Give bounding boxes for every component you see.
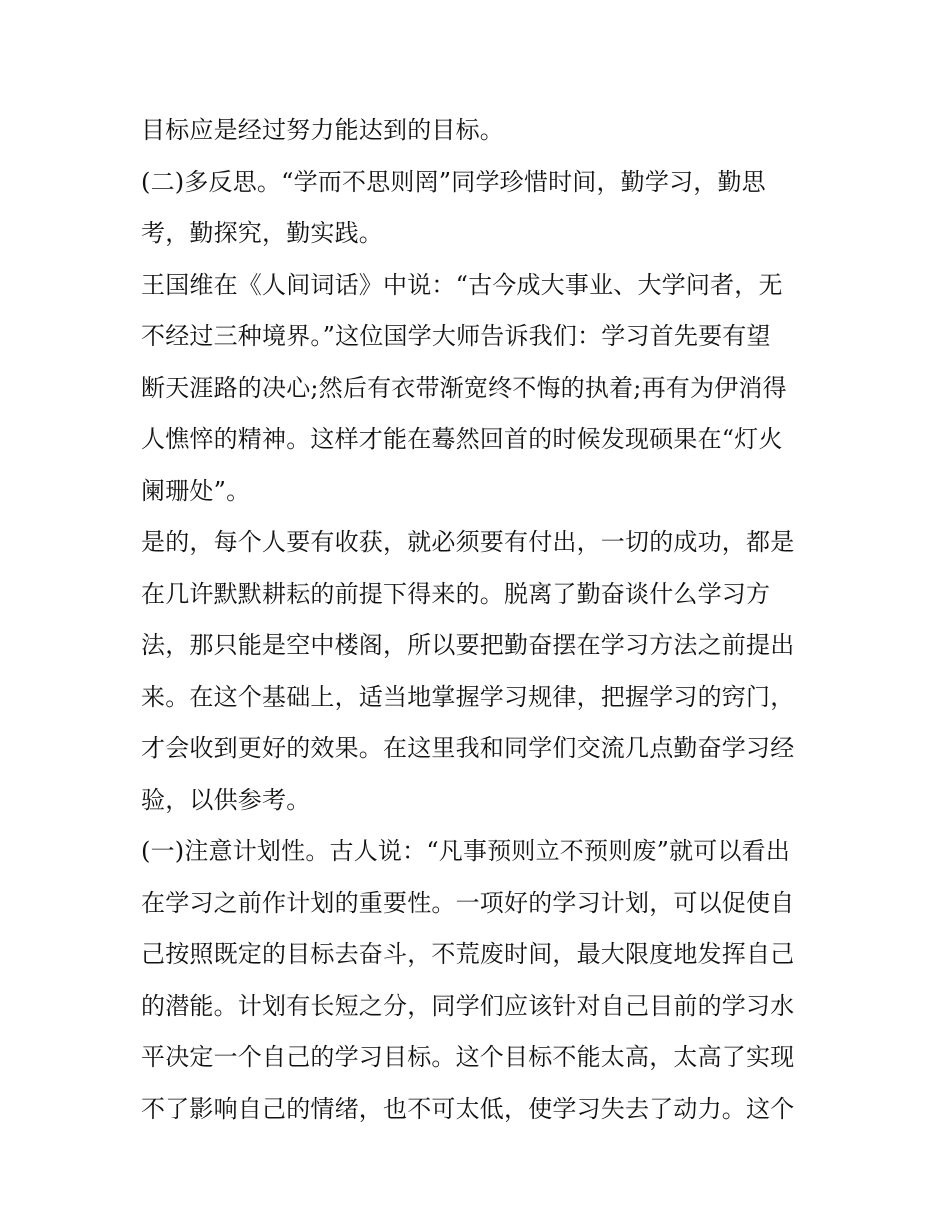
text-line: 断天涯路的决心;然后有衣带渐宽终不悔的执着;再有为伊消得 xyxy=(141,373,787,402)
text-line: 平决定一个自己的学习目标。这个目标不能太高，太高了实现 xyxy=(141,1043,795,1071)
text-line: 目标应是经过努力能达到的目标。 xyxy=(141,116,504,144)
text-line: 才会收到更好的效果。在这里我和同学们交流几点勤奋学习经 xyxy=(141,734,795,762)
text-line: 法，那只能是空中楼阁，所以要把勤奋摆在学习方法之前提出 xyxy=(141,631,795,659)
text-line: 人憔悴的精神。这样才能在蓦然回首的时候发现硕果在“灯火 xyxy=(141,425,783,453)
text-line: 不经过三种境界。”这位国学大师告诉我们：学习首先要有望 xyxy=(141,322,771,350)
text-line: (二)多反思。“学而不思则罔”同学珍惜时间，勤学习，勤思 xyxy=(141,167,766,196)
text-line: 考，勤探究，勤实践。 xyxy=(141,219,383,247)
text-line: 的潜能。计划有长短之分，同学们应该针对自己目前的学习水 xyxy=(141,991,795,1020)
text-line: 在几许默默耕耘的前提下得来的。脱离了勤奋谈什么学习方 xyxy=(141,579,771,608)
body-text xyxy=(141,105,821,1135)
text-line: 阑珊处”。 xyxy=(141,476,251,505)
text-line: 验，以供参考。 xyxy=(141,785,311,814)
text-line: 己按照既定的目标去奋斗，不荒废时间，最大限度地发挥自己 xyxy=(141,940,795,968)
text-line: 来。在这个基础上，适当地掌握学习规律，把握学习的窍门， xyxy=(141,682,795,711)
text-line: 王国维在《人间词话》中说：“古今成大事业、大学问者，无 xyxy=(141,270,783,299)
text-line: (一)注意计划性。古人说：“凡事预则立不预则废”就可以看出 xyxy=(141,837,791,865)
text-line: 在学习之前作计划的重要性。一项好的学习计划，可以促使自 xyxy=(141,888,795,917)
text-line: 不了影响自己的情绪，也不可太低，使学习失去了动力。这个 xyxy=(141,1094,795,1123)
text-line: 是的，每个人要有收获，就必须要有付出，一切的成功，都是 xyxy=(141,528,795,556)
